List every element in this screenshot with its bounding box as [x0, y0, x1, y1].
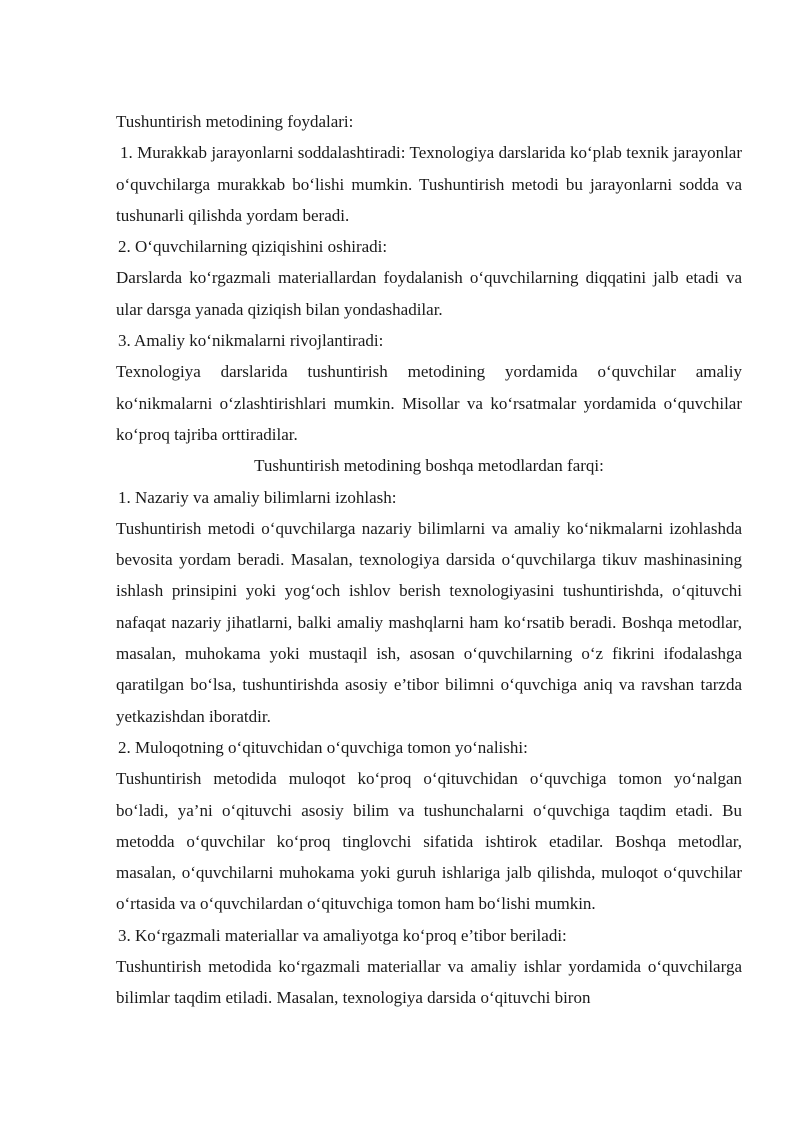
benefit-3-title: 3. Amaliy ko‘nikmalarni rivojlantiradi:	[118, 331, 384, 351]
benefit-1-paragraph: 1. Murakkab jarayonlarni soddalashtiradi: Texnologiya darslarida ko‘plab texnik jarayonlar o‘quvchilarga murakkab bo‘lishi mumkin. Tushuntirish metodi bu jarayonlarni sodda va tushunarli qilishda yordam beradi.	[116, 143, 742, 225]
difference-2-paragraph: Tushuntirish metodida muloqot ko‘proq o‘qituvchidan o‘quvchiga tomon yo‘nalgan bo‘ladi, ya’ni o‘qituvchi asosiy bilim va tushunchalarni o‘quvchiga taqdim etadi. Bu metodda o‘quvchilar ko‘proq tinglovchi sifatida ishtirok etadilar. Boshqa metodlar, masalan, o‘quvchilarni muhokama yoki guruh ishlariga jalb qilishda, muloqot o‘quvchilar o‘rtasida va o‘quvchilardan o‘qituvchiga tomon ham bo‘lishi mumkin.	[116, 769, 742, 914]
benefit-2-paragraph: Darslarda ko‘rgazmali materiallardan foydalanish o‘quvchilarning diqqatini jalb etadi va ular darsga yanada qiziqish bilan yondashadilar.	[116, 268, 742, 319]
benefit-3-paragraph: Texnologiya darslarida tushuntirish metodining yordamida o‘quvchilar amaliy ko‘nikmalarni o‘zlashtirishlari mumkin. Misollar va ko‘rsatmalar yordamida o‘quvchilar ko‘proq tajriba orttiradilar.	[116, 362, 742, 444]
difference-1-title: 1. Nazariy va amaliy bilimlarni izohlash:	[118, 487, 397, 507]
document-page	[116, 106, 742, 1014]
benefits-heading: Tushuntirish metodining foydalari:	[116, 112, 354, 131]
difference-2-title: 2. Muloqotning o‘qituvchidan o‘quvchiga tomon yo‘nalishi:	[118, 737, 528, 757]
difference-3-paragraph: Tushuntirish metodida ko‘rgazmali materiallar va amaliy ishlar yordamida o‘quvchilarga bilimlar taqdim etiladi. Masalan, texnologiya darsida o‘qituvchi biron	[116, 957, 742, 1008]
differences-heading: Tushuntirish metodining boshqa metodlardan farqi:	[254, 456, 604, 476]
benefit-2-title: 2. O‘quvchilarning qiziqishini oshiradi:	[118, 237, 388, 257]
difference-3-title: 3. Ko‘rgazmali materiallar va amaliyotga ko‘proq e’tibor beriladi:	[118, 925, 567, 945]
difference-1-paragraph: Tushuntirish metodi o‘quvchilarga nazariy bilimlarni va amaliy ko‘nikmalarni izohlashda bevosita yordam beradi. Masalan, texnologiya darsida o‘quvchilarga tikuv mashinasining ishlash prinsipini yoki yog‘och ishlov berish texnologiyasini tushuntirishda, o‘qituvchi nafaqat nazariy jihatlarni, balki amaliy mashqlarni ham ko‘rsatib beradi. Boshqa metodlar, masalan, muhokama yoki mustaqil ish, asosan o‘quvchilarning o‘z fikrini ifodalashga qaratilgan bo‘lsa, tushuntirishda asosiy e’tibor bilimni o‘quvchiga aniq va ravshan tarzda yetkazishdan iboratdir.	[116, 518, 742, 726]
